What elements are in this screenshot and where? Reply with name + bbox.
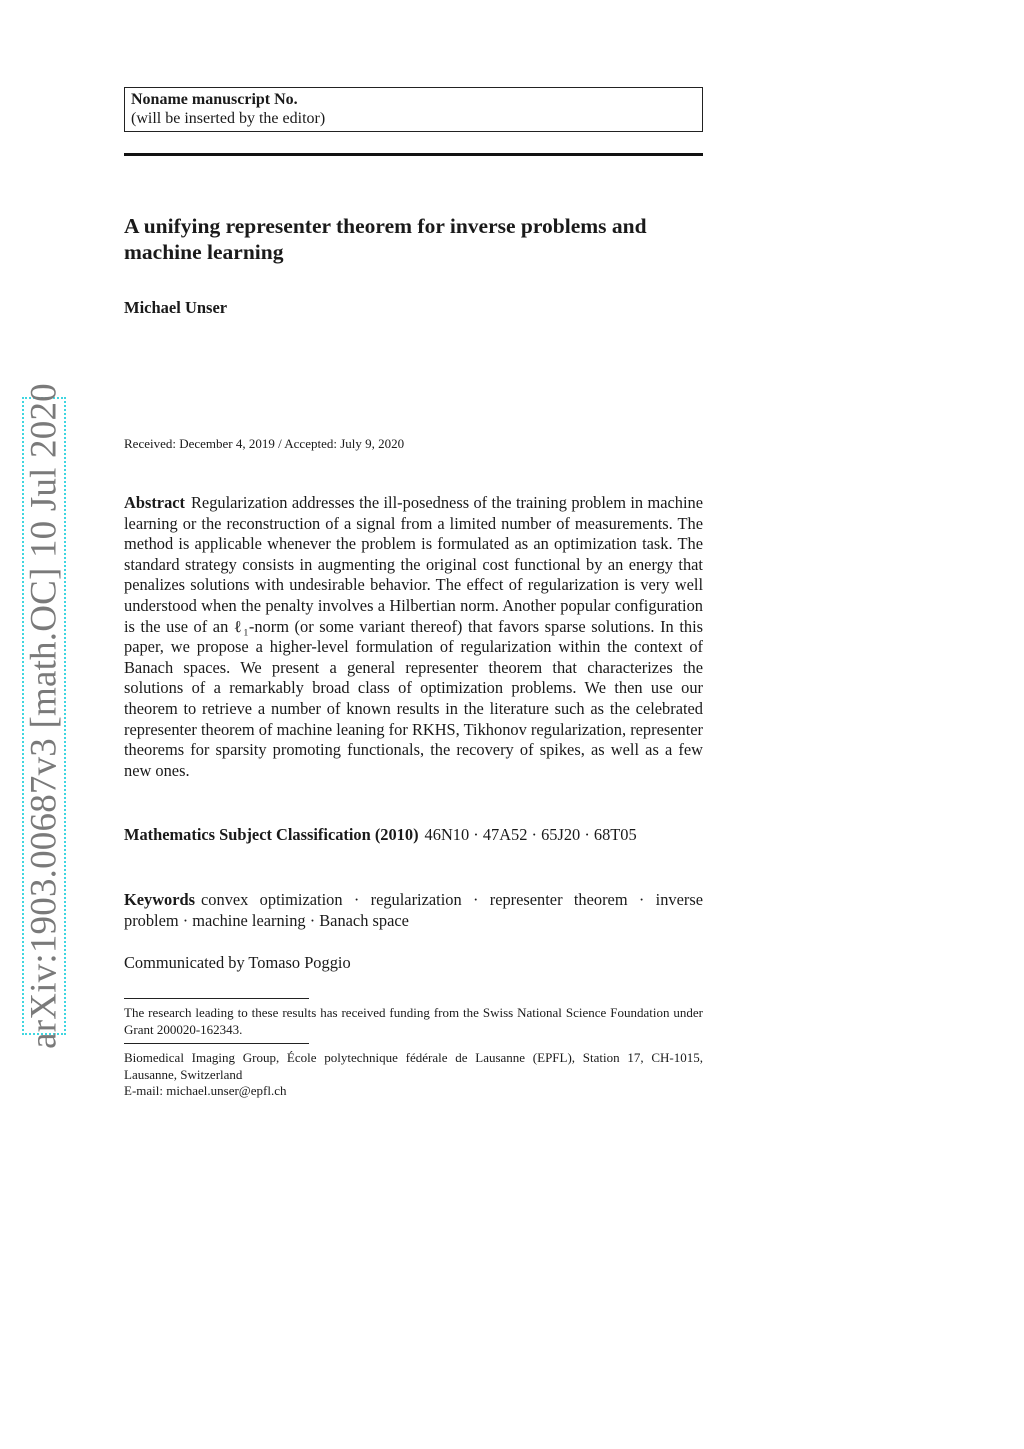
abstract-text: Regularization addresses the ill-posedness of the training problem in machine learning or the reconstruction of a signal from a limited number of measurements. The method is applicable whenever the problem is formulated as an optimization task. The standard strategy consists in augmenting the original cost functional by an energy that penalizes solutions with undesirable behavior. The effect of regularization is very well understood when the penalty involves a Hilbertian norm. Another popular configuration is the use of an ℓ₁-norm (or some variant thereof) that favors sparse solutions. In this paper, we propose a higher-level formulation of regularization within the context of Banach spaces. We present a general representer theorem that characterizes the solutions of a remarkably broad class of optimization problems. We then use our theorem to retrieve a number of known results in the literature such as the celebrated representer theorem of machine leaning for RKHS, Tikhonov regularization, representer theorems for sparsity promoting functionals, the recovery of spikes, as well as a few new ones. — [124, 493, 703, 780]
arxiv-identifier[interactable]: arXiv:1903.00687v3 [math.OC] 10 Jul 2020 — [23, 383, 65, 1049]
communicated-by: Communicated by Tomaso Poggio — [124, 953, 351, 972]
funding-footnote: The research leading to these results has received funding from the Swiss National Science Foundation under Grant 200020-162343. — [124, 1005, 703, 1037]
keywords-label: Keywords — [124, 890, 196, 909]
footnote-rule-affiliation — [124, 1043, 309, 1044]
arxiv-stamp[interactable] — [22, 383, 66, 1049]
abstract-label: Abstract — [124, 493, 185, 512]
msc-label: Mathematics Subject Classification (2010) — [124, 825, 419, 844]
editor-info-box — [124, 87, 703, 132]
keywords-paragraph — [124, 890, 703, 931]
author-name: Michael Unser — [124, 298, 228, 317]
manuscript-number-label: Noname manuscript No. — [131, 91, 298, 108]
editor-note: (will be inserted by the editor) — [131, 110, 326, 127]
affiliation-footnote: Biomedical Imaging Group, École polytechnique fédérale de Lausanne (EPFL), Station 17, CH-1015, Lausanne, Switzerland — [124, 1050, 703, 1082]
msc-codes: 46N10 · 47A52 · 65J20 · 68T05 — [424, 825, 637, 844]
footnote-rule-top — [124, 998, 309, 999]
header-rule — [124, 153, 703, 156]
abstract-paragraph — [124, 493, 703, 781]
received-accepted-dates: Received: December 4, 2019 / Accepted: July 9, 2020 — [124, 436, 405, 451]
paper-title: A unifying representer theorem for inverse problems and machine learning — [124, 214, 647, 264]
email-footnote: E-mail: michael.unser@epfl.ch — [124, 1083, 287, 1098]
msc-paragraph — [124, 825, 703, 846]
keywords-text: convex optimization · regularization · representer theorem · inverse problem · machine learning · Banach space — [124, 890, 703, 930]
